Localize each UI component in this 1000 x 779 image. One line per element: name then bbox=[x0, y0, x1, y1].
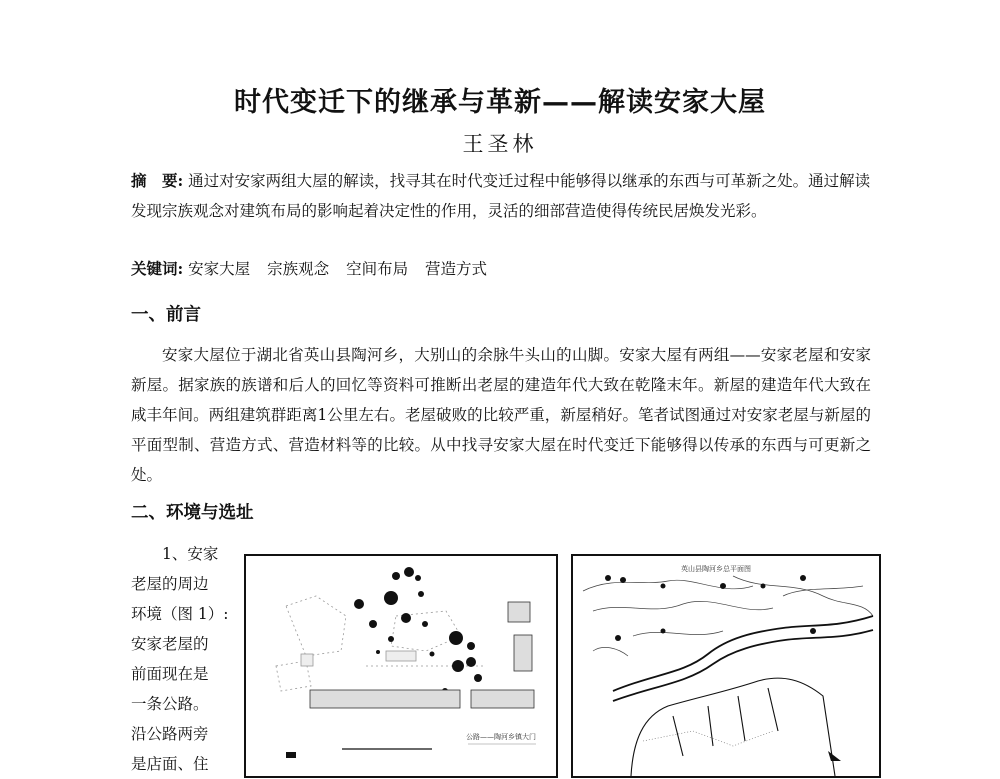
abstract bbox=[131, 166, 871, 226]
keyword-1: 安家大屋 bbox=[188, 260, 251, 278]
text-line: 安家老屋的 bbox=[131, 635, 209, 653]
keyword-2: 宗族观念 bbox=[267, 260, 330, 278]
figure-caption: 公路——陶河乡镇大门 bbox=[466, 733, 536, 741]
text-line: 沿公路两旁 bbox=[131, 725, 209, 743]
river bbox=[613, 616, 873, 701]
site-plan-drawing bbox=[246, 556, 556, 776]
figure-regional-map bbox=[571, 554, 881, 778]
keyword-4: 营造方式 bbox=[425, 260, 488, 278]
text-line: 老屋的周边 bbox=[131, 575, 209, 593]
section-heading-intro: 一、前言 bbox=[131, 305, 201, 325]
mountain-outline bbox=[631, 678, 835, 776]
abstract-text: 通过对安家两组大屋的解读，找寻其在时代变迁过程中能够得以继承的东西与可革新之处。通过解读发现宗族观念对建筑布局的影响起着决定性的作用，灵活的细部营造使得传统民居焕发光彩。 bbox=[131, 172, 871, 220]
paper-title: 时代变迁下的继承与革新——解读安家大屋 bbox=[234, 87, 766, 118]
figure-site-plan bbox=[244, 554, 558, 778]
contour-lines bbox=[583, 576, 873, 656]
environment-paragraph bbox=[131, 539, 231, 779]
text-line: 前面现在是 bbox=[131, 665, 209, 683]
intro-paragraph: 安家大屋位于湖北省英山县陶河乡，大别山的余脉牛头山的山脚。安家大屋有两组——安家老屋和安家新屋。据家族的族谱和后人的回忆等资料可推断出老屋的建造年代大致在乾隆末年。新屋的建造年代大致在咸丰年间。两组建筑群距离1公里左右。老屋破败的比较严重，新屋稍好。笔者试图通过对安家老屋与新屋的平面型制、营造方式、营造材料等的比较。从中找寻安家大屋在时代变迁下能够得以传承的东西与可更新之处。 bbox=[131, 346, 871, 484]
building-blocks bbox=[310, 602, 534, 708]
keywords-label: 关键词: bbox=[131, 259, 184, 278]
tree-markers bbox=[354, 567, 482, 694]
abstract-label: 摘 要: bbox=[131, 171, 184, 190]
author-name: 王圣林 bbox=[462, 132, 538, 156]
text-line: 环境（图 1）: bbox=[131, 605, 229, 623]
text-line: 1、安家 bbox=[162, 545, 219, 563]
section-heading-environment: 二、环境与选址 bbox=[131, 503, 254, 523]
text-line: 是店面、住 bbox=[131, 755, 209, 773]
keyword-3: 空间布局 bbox=[346, 260, 409, 278]
keywords bbox=[131, 256, 871, 282]
text-line: 一条公路。 bbox=[131, 695, 209, 713]
map-legend-text: 英山县陶河乡总平面图 bbox=[681, 565, 751, 573]
regional-map-drawing bbox=[573, 556, 879, 776]
